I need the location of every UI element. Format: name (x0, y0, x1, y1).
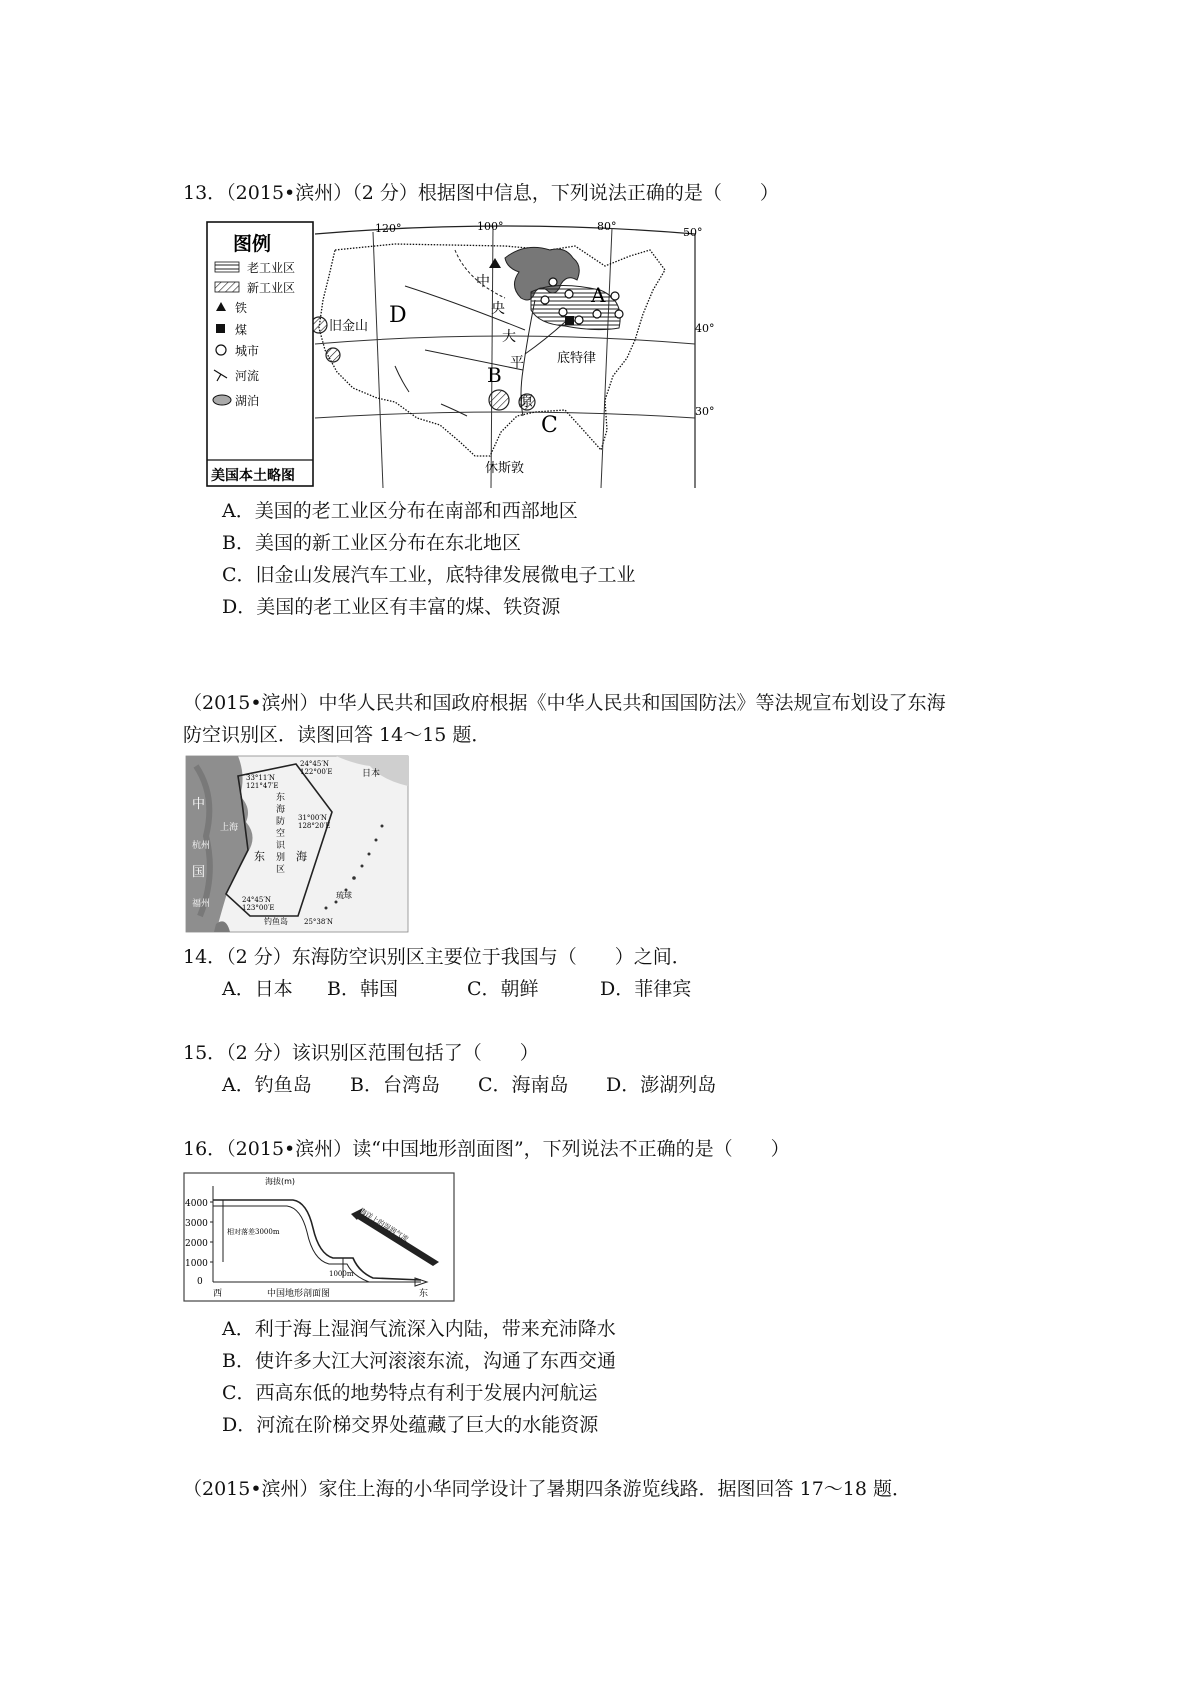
region-c: C (541, 413, 558, 438)
plain-char-1: 中 (476, 274, 490, 290)
lat-50: 50° (683, 226, 703, 239)
q15-option-a: A．钓鱼岛 (222, 1074, 312, 1096)
q14-option-c: C．朝鲜 (467, 978, 539, 1000)
q16-option-a: A．利于海上湿润气流深入内陆，带来充沛降水 (222, 1318, 616, 1340)
coord-e-lat: 31°00′N (298, 814, 328, 822)
plain-char-5: 原 (519, 394, 533, 410)
plain-char-4: 平 (510, 355, 524, 371)
east-china-sea-map-figure (186, 756, 408, 936)
legend-city: 城市 (235, 344, 260, 358)
legend-new-industrial: 新工业区 (247, 281, 296, 295)
legend-lake: 湖泊 (235, 394, 260, 408)
lat-30: 30° (695, 405, 715, 418)
ytick-2000: 2000 (185, 1239, 208, 1249)
terrain-profile (183, 1172, 455, 1302)
region-d: D (389, 303, 407, 328)
city-hangzhou: 杭州 (192, 841, 211, 851)
coord-e-lon: 128°20′E (298, 822, 331, 830)
terrain-profile-figure (183, 1172, 455, 1306)
q14-option-a: A．日本 (222, 978, 293, 1000)
lat-40: 40° (695, 322, 715, 335)
city-houston: 休斯敦 (485, 461, 525, 476)
q15-option-b: B．台湾岛 (350, 1074, 440, 1096)
drop-label-1000: 1000m (329, 1270, 354, 1278)
terrain-east: 东 (419, 1289, 429, 1299)
diaoyu-island-label: 钓鱼岛 (264, 917, 288, 926)
intro-17-18: （2015•滨州）家住上海的小华同学设计了暑期四条游览线路．据图回答 17～18 题． (183, 1478, 911, 1500)
q16-option-d: D．河流在阶梯交界处蕴藏了巨大的水能资源 (222, 1414, 599, 1436)
lon-120: 120° (375, 222, 402, 235)
q13-option-b: B．美国的新工业区分布在东北地区 (222, 532, 521, 554)
q14-option-d: D．菲律宾 (600, 978, 692, 1000)
coord-nw-lon: 121°47′E (246, 782, 279, 790)
q15-stem: 15．（2 分）该识别区范围包括了（ ） (183, 1042, 539, 1064)
region-b: B (487, 363, 502, 387)
us-map-legend-title: 图例 (233, 233, 272, 255)
coord-sw-lat: 24°45′N (242, 896, 272, 904)
intro-14-15-line2: 防空识别区．读图回答 14～15 题． (183, 724, 491, 746)
ytick-4000: 4000 (185, 1199, 208, 1209)
q16-option-c: C．西高东低的地势特点有利于发展内河航运 (222, 1382, 598, 1404)
legend-river: 河流 (235, 369, 260, 383)
q13-option-c: C．旧金山发展汽车工业，底特律发展微电子工业 (222, 564, 636, 586)
sea-char-2: 海 (296, 850, 307, 863)
east-china-sea-map (186, 756, 408, 932)
drop-label-3000: 相对落差3000m (227, 1228, 280, 1236)
terrain-caption: 中国地形剖面图 (267, 1289, 331, 1299)
terrain-ylabel: 海拔(m) (265, 1177, 296, 1186)
city-san-francisco: 旧金山 (329, 319, 369, 334)
plain-char-3: 大 (502, 329, 516, 345)
adiz-zone-label: 东 海 防 空 识 别 区 (276, 793, 286, 875)
plain-char-2: 央 (491, 301, 505, 317)
ytick-3000: 3000 (185, 1219, 208, 1229)
ytick-0: 0 (197, 1277, 203, 1287)
us-map-caption: 美国本土略图 (211, 468, 295, 484)
ytick-1000: 1000 (185, 1259, 208, 1269)
lon-100: 100° (477, 220, 504, 233)
ecs-land-char-1: 中 (192, 797, 206, 812)
ryukyu-label: 琉球 (336, 891, 352, 900)
q13-stem: 13．（2015•滨州）（2 分）根据图中信息，下列说法正确的是（ ） (183, 182, 779, 204)
city-shanghai: 上海 (220, 823, 239, 833)
intro-14-15-line1: （2015•滨州）中华人民共和国政府根据《中华人民共和国国防法》等法规宣布划设了东海 (183, 692, 946, 714)
region-a: A (591, 283, 606, 307)
japan-label: 日本 (362, 769, 381, 779)
coord-s-lat: 25°38′N (304, 918, 334, 926)
lon-80: 80° (597, 220, 617, 233)
coord-sw-lon: 123°00′E (242, 904, 275, 912)
q14-stem: 14．（2 分）东海防空识别区主要位于我国与（ ）之间． (183, 946, 691, 968)
city-fuzhou: 福州 (192, 899, 211, 909)
legend-old-industrial: 老工业区 (247, 261, 296, 275)
coord-ne-lon: 122°00′E (300, 768, 333, 776)
sea-char-1: 东 (254, 850, 265, 863)
coord-nw-lat: 33°11′N (246, 774, 276, 782)
q16-option-b: B．使许多大江大河滚滚东流，沟通了东西交通 (222, 1350, 616, 1372)
legend-coal: 煤 (235, 323, 248, 337)
q15-option-d: D．澎湖列岛 (606, 1074, 717, 1096)
q15-option-c: C．海南岛 (478, 1074, 569, 1096)
q13-option-d: D．美国的老工业区有丰富的煤、铁资源 (222, 596, 561, 618)
us-map (205, 220, 715, 488)
us-map-figure (205, 220, 715, 492)
q16-stem: 16．（2015•滨州）读“中国地形剖面图”，下列说法不正确的是（ ） (183, 1138, 790, 1160)
q14-option-b: B．韩国 (327, 978, 398, 1000)
coord-ne-lat: 24°45′N (300, 760, 330, 768)
legend-iron: 铁 (235, 301, 248, 315)
ecs-land-char-2: 国 (192, 865, 206, 880)
terrain-west: 西 (213, 1289, 223, 1299)
airflow-label: 海洋上的湿润气流 (357, 1206, 410, 1244)
city-detroit: 底特律 (557, 351, 597, 366)
q13-option-a: A．美国的老工业区分布在南部和西部地区 (222, 500, 578, 522)
